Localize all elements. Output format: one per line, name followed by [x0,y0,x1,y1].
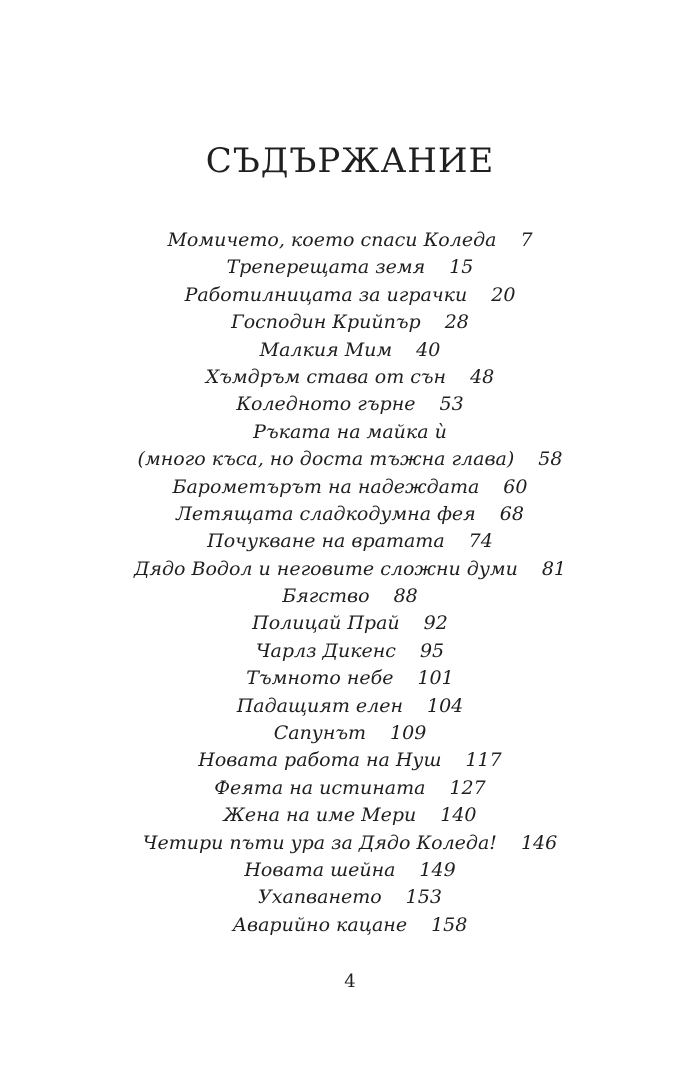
toc-entry-page: 7 [520,229,533,251]
toc-entry-page: 68 [499,502,524,525]
toc-entry-title: Работилницата за играчки [184,283,468,306]
toc-entry-title: Ухапването [258,886,382,909]
toc-entry-title: Момичето, което спаси Коледа [167,229,497,251]
toc-entry-page: 127 [449,776,486,799]
toc-entry [0,857,700,884]
toc-entry [0,282,700,309]
toc-entry-page: 140 [440,804,477,827]
toc-entry-page: 153 [405,886,442,909]
toc-entry-title: Малкия Мим [259,338,393,361]
toc-entry-title: Чарлз Дикенс [255,639,396,662]
toc-entry-page: 58 [538,448,563,471]
toc-entry [0,638,700,665]
toc-entry-title: Полицай Прай [252,612,400,635]
toc-entry-page: 20 [491,283,516,306]
toc-entry [0,665,700,692]
toc-entry-title: Сапунът [273,722,367,745]
toc-entry-page: 88 [393,585,418,608]
toc-entry-page: 40 [416,338,441,361]
toc-entry [0,254,700,281]
toc-entry-title: Новата работа на Нуш [198,749,442,772]
toc-entry-title: Четири пъти ура за Дядо Коледа! [142,831,497,854]
toc-entry-title: (много къса, но доста тъжна глава) [137,448,515,471]
toc-entry [0,474,700,501]
toc-entry-page: 101 [417,667,454,690]
toc-entry-page: 146 [520,831,558,854]
toc-entry-page: 109 [390,722,427,745]
toc-entry-page: 92 [423,612,448,635]
toc-entry [0,446,700,473]
toc-entry-title: Падащият елен [236,694,403,717]
toc-entry-page: 81 [541,557,567,580]
toc-entry [0,364,700,391]
toc-entry-title: Тъмното небе [246,667,394,690]
toc-entry-page: 60 [503,475,528,498]
toc-entry [0,802,700,829]
toc-entry-page: 149 [419,858,456,881]
toc-entry [0,610,700,637]
toc-entry-title: Барометърът на надеждата [172,475,480,498]
toc-entry [0,528,700,555]
toc-entry-page: 95 [419,639,445,662]
toc-entry [0,775,700,802]
toc-entry-page: 28 [444,311,469,334]
toc-entry-title: Феята на истината [214,776,426,799]
toc-entry-title: Господин Крийпър [231,311,421,334]
toc-entry-page: 104 [427,694,464,717]
toc-entry [0,884,700,911]
toc-entry [0,830,700,857]
toc-entry-title: Бягство [282,585,370,608]
toc-entry-title: Аварийно кацане [232,913,408,936]
toc-entry-title: Новата шейна [244,858,396,881]
toc-entry [0,501,700,528]
page-title: СЪДЪРЖАНИЕ [205,141,495,181]
toc-entry [0,912,700,939]
toc-entry [0,747,700,774]
toc-entry-title: Коледното гърне [236,393,416,416]
toc-entry-title: Ръката на майка ѝ [253,420,447,443]
toc-entry [0,720,700,747]
toc-entry [0,309,700,336]
toc-entry-page: 15 [449,256,474,279]
toc-entry-title: Почукване на вратата [207,530,445,553]
toc-entry-page: 53 [439,393,464,416]
toc-entry-page: 48 [470,365,495,388]
toc-entry [0,693,700,720]
toc-entry-page: 74 [468,530,493,553]
table-of-contents [0,227,700,939]
toc-entry-title: Летящата сладкодумна фея [176,502,476,525]
toc-entry [0,556,700,583]
toc-entry [0,227,700,254]
toc-entry-title: Хъмдръм става от сън [205,365,447,388]
toc-entry-page: 117 [465,749,502,772]
toc-entry [0,391,700,418]
toc-entry-title: Треперещата земя [226,256,426,279]
toc-entry [0,337,700,364]
toc-entry-title: Дядо Водол и неговите сложни думи [133,557,518,580]
toc-entry-title: Жена на име Мери [223,804,417,827]
toc-entry [0,419,700,446]
page-number: 4 [344,971,356,992]
toc-entry-page: 158 [431,913,468,936]
toc-entry [0,583,700,610]
